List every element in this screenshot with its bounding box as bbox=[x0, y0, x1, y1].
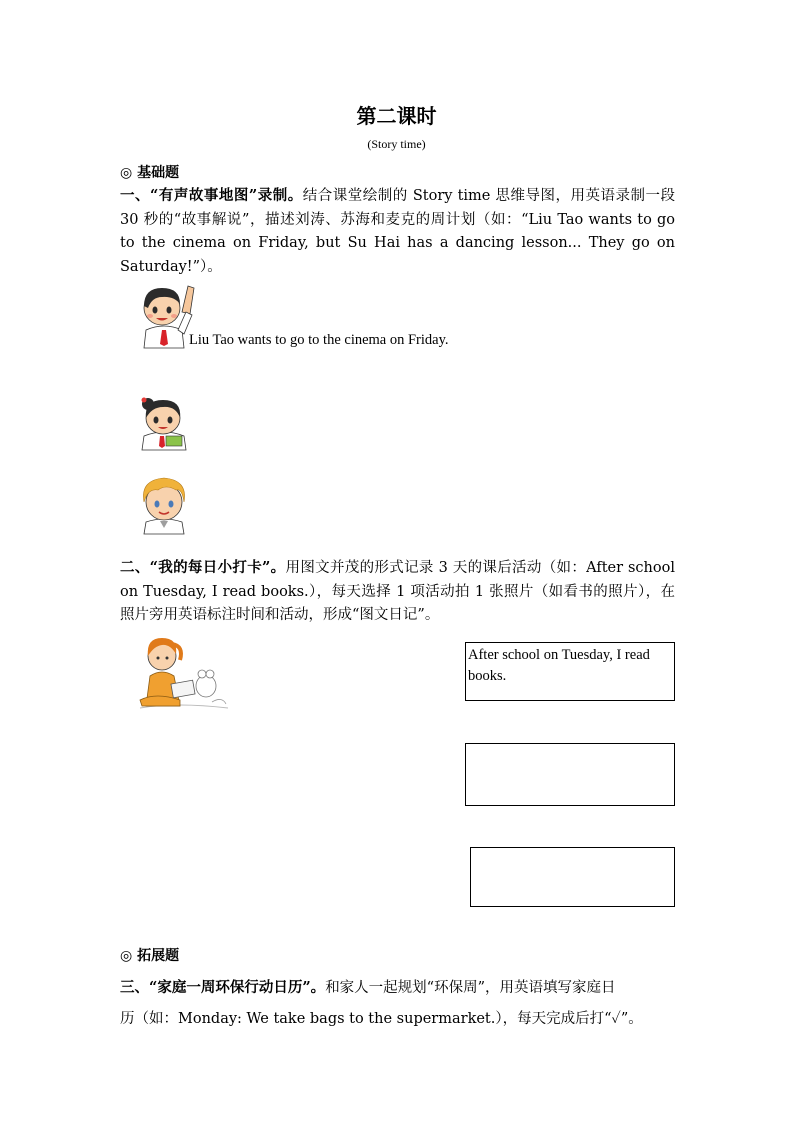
boy-liu-tao-icon bbox=[136, 282, 196, 348]
diary-box-1[interactable]: After school on Tuesday, I read books. bbox=[465, 642, 675, 701]
diary-box-2[interactable] bbox=[465, 743, 675, 806]
page-title: 第二课时 bbox=[356, 104, 437, 128]
question-3-line-1: 三、“家庭一周环保行动日历”。和家人一起规划“环保周”，用英语填写家庭日 bbox=[120, 979, 616, 996]
girl-su-hai-icon bbox=[136, 392, 192, 450]
example-line-liu-tao: Liu Tao wants to go to the cinema on Friday. bbox=[189, 332, 449, 348]
question-2 bbox=[120, 556, 675, 628]
question-1-label: 一、“有声故事地图”录制。 bbox=[120, 187, 303, 204]
question-1-text: 结合课堂绘制的 Story time 思维导图，用英语录制一段 30 秒的“故事解说”，描述刘涛、苏海和麦克的周计划（如：“Liu Tao wants to go to the cinema on Friday, but Su Hai has a dancing lesson... They go on Saturday!”）。 bbox=[120, 188, 676, 275]
section-extension-heading: ◎ 拓展题 bbox=[120, 948, 180, 964]
diary-box-3[interactable] bbox=[470, 847, 675, 907]
section-basic-heading: ◎ 基础题 bbox=[120, 165, 180, 181]
question-3-label: 三、“家庭一周环保行动日历”。 bbox=[120, 979, 326, 996]
question-1 bbox=[120, 184, 675, 279]
question-3-line-2: 历（如：Monday: We take bags to the supermarket.），每天完成后打“✓”。 bbox=[120, 1011, 643, 1027]
girl-reading-icon bbox=[136, 630, 232, 712]
boy-mike-icon bbox=[136, 474, 192, 534]
question-2-text: 用图文并茂的形式记录 3 天的课后活动（如：After school on Tuesday, I read books.），每天选择 1 项活动拍 1 张照片（如看书的照片），在照片旁用英语标注时间和活动，形成“图文日记”。 bbox=[120, 560, 675, 623]
question-3 bbox=[120, 972, 675, 1035]
page-subtitle: (Story time) bbox=[367, 137, 426, 151]
question-2-label: 二、“我的每日小打卡”。 bbox=[120, 559, 286, 576]
